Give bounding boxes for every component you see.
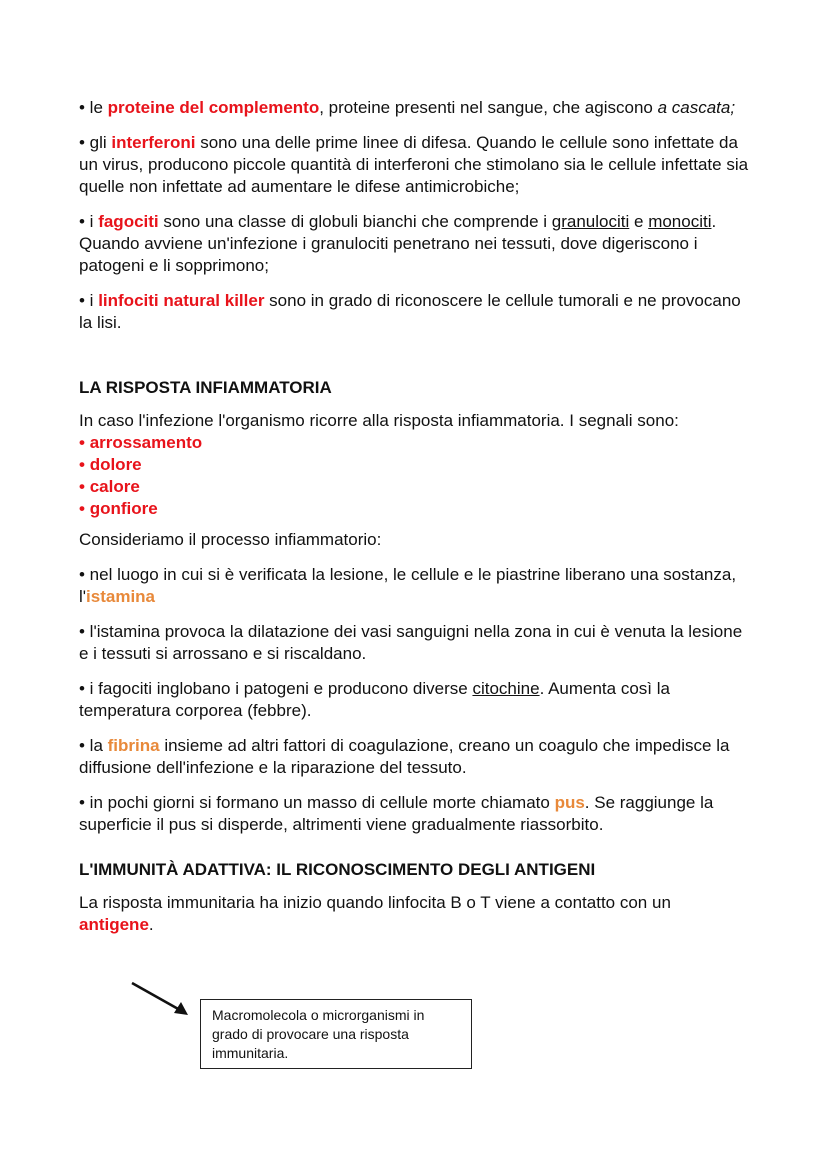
paragraph-fagociti [79, 211, 749, 277]
text: , proteine presenti nel sangue, che agiscono [319, 98, 658, 117]
text: sono una classe di globuli bianchi che comprende i [158, 212, 552, 231]
text: • le [79, 98, 108, 117]
sign-calore: calore [89, 477, 140, 496]
paragraph-antigene [79, 892, 749, 936]
text: • in pochi giorni si formano un masso di cellule morte chiamato [79, 793, 555, 812]
paragraph-segnali-lead: In caso l'infezione l'organismo ricorre alla risposta infiammatoria. I segnali sono: [79, 411, 679, 430]
text: . Aumenta così la temperatura corporea (febbre). [79, 679, 670, 720]
paragraph-interferoni [79, 132, 749, 198]
term-istamina: istamina [86, 587, 156, 606]
bullet: • [79, 499, 90, 518]
term-fibrina: fibrina [107, 736, 160, 755]
bullet: • [79, 433, 90, 452]
text: La risposta immunitaria ha inizio quando linfocita B o T viene a contatto con un [79, 893, 671, 912]
term-interferoni: interferoni [111, 133, 196, 152]
text: sono in grado di riconoscere le cellule tumorali e ne provocano la lisi. [79, 291, 741, 332]
sign-gonfiore: gonfiore [89, 499, 158, 518]
section-heading-immunita-adattiva: L'IMMUNITÀ ADATTIVA: IL RICONOSCIMENTO DEGLI ANTIGENI [79, 860, 596, 879]
paragraph-step-istamina [79, 564, 749, 608]
text: insieme ad altri fattori di coagulazione, creano un coagulo che impedisce la diffusione dell'infezione e la riparazione del tessuto. [79, 736, 730, 777]
text-italic: a cascata; [657, 98, 736, 117]
paragraph-step-dilatazione: • l'istamina provoca la dilatazione dei vasi sanguigni nella zona in cui è venuta la lesione e i tessuti si arrossano e si riscaldano. [79, 622, 743, 663]
sign-dolore: dolore [89, 455, 142, 474]
text: • i fagociti inglobano i patogeni e producono diverse [79, 679, 473, 698]
text: . Quando avviene un'infezione i granulociti penetrano nei tessuti, dove digeriscono i patogeni e li sopprimono; [79, 212, 717, 275]
list-item-sign [79, 432, 749, 454]
sign-arrossamento: arrossamento [89, 433, 203, 452]
paragraph-step-citochine [79, 678, 749, 722]
text: sono una delle prime linee di difesa. Quando le cellule sono infettate da un virus, producono piccole quantità di interferoni che stimolano sia le cellule infettate sia quelle non infettate ad aumentare le difese antimicrobiche; [79, 133, 749, 196]
paragraph-complement [79, 97, 749, 119]
document-page [79, 97, 749, 936]
paragraph-linfociti-nk [79, 290, 749, 334]
term-monociti: monociti [648, 212, 712, 231]
paragraph-consider: Consideriamo il processo infiammatorio: [79, 530, 382, 549]
definition-note-box: Macromolecola o microrganismi in grado di provocare una risposta immunitaria. [200, 999, 472, 1069]
term-citochine: citochine [472, 679, 540, 698]
text: • gli [79, 133, 112, 152]
bullet: • [79, 455, 90, 474]
paragraph-step-fibrina [79, 735, 749, 779]
text: • nel luogo in cui si è verificata la lesione, le cellule e le piastrine liberano una sostanza, l' [79, 565, 737, 606]
term-granulociti: granulociti [551, 212, 630, 231]
term-pus: pus [554, 793, 585, 812]
paragraph-step-pus [79, 792, 749, 836]
text: • la [79, 736, 108, 755]
term-fagociti: fagociti [98, 212, 159, 231]
bullet: • [79, 477, 90, 496]
term-proteine-complemento: proteine del complemento [107, 98, 320, 117]
text: e [629, 212, 649, 231]
text: . Se raggiunge la superficie il pus si disperde, altrimenti viene gradualmente riassorbito. [79, 793, 714, 834]
list-item-sign [79, 498, 749, 520]
text: • i [79, 212, 99, 231]
text: • i [79, 291, 99, 310]
arrow-icon [128, 980, 194, 1020]
term-antigene: antigene [79, 915, 149, 934]
list-item-sign [79, 476, 749, 498]
list-item-sign [79, 454, 749, 476]
section-heading-risposta-infiammatoria: LA RISPOSTA INFIAMMATORIA [79, 378, 332, 397]
term-linfociti-natural-killer: linfociti natural killer [98, 291, 265, 310]
text: . [148, 915, 154, 934]
